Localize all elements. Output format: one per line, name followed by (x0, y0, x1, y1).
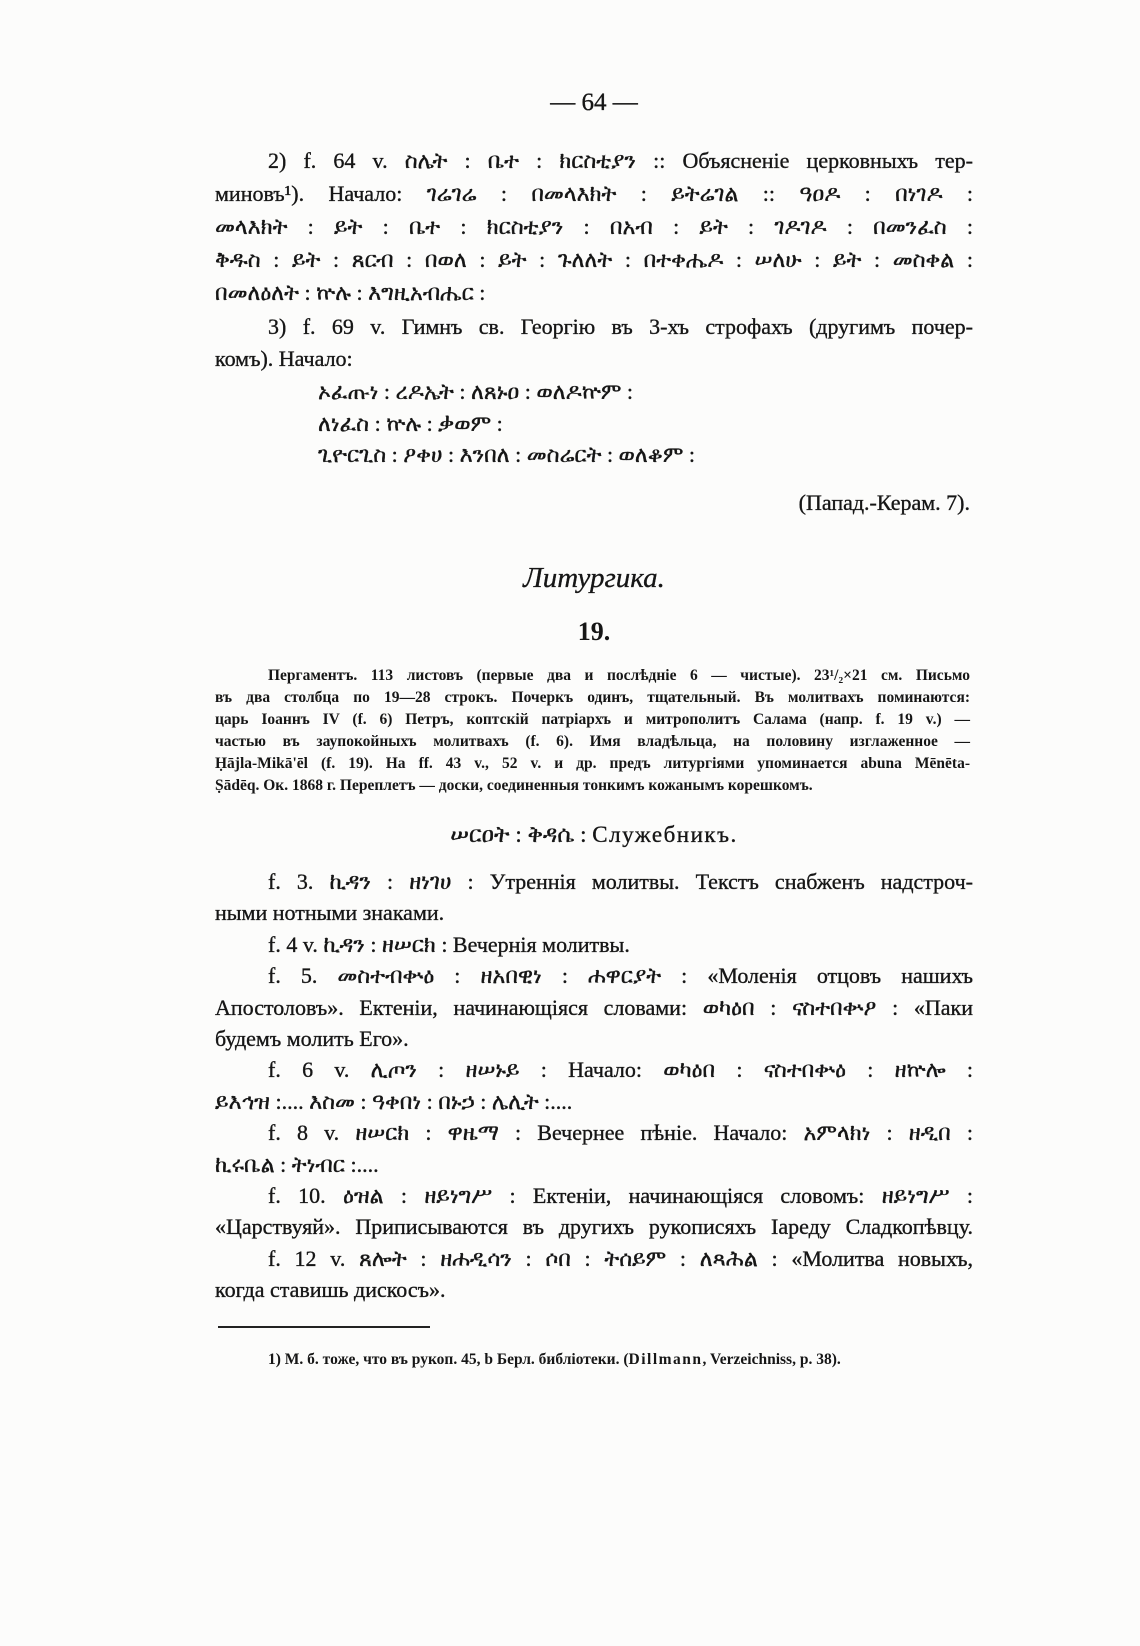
verse-line: ኦፈጡነ : ረዶኤት : ለጸኑዐ : ወለዶኵም : (318, 379, 634, 404)
text-line: миновъ¹). Начало: ገሬገሬ : በመላእክት : ይትሬገል :: ዓዐዶ : በነገዶ : (215, 181, 973, 206)
manuscript-description (215, 665, 970, 797)
text-line: በመለዕለት : ኵሉ : እግዚአብሔር : (215, 280, 486, 305)
hymn-verse (318, 376, 968, 471)
work-title-geez: ሠርዐት : ቅዳሴ : (450, 822, 587, 847)
verse-line: ጊዮርጊስ : ዖቀሀ : እንበለ : መስሬርት : ወለቆም : (318, 442, 695, 467)
description-line: въ два столбца по 19—28 строкъ. Почеркъ одинъ, тщательный. Въ молитвахъ поминаются: (215, 689, 970, 706)
work-title-russian: Служебникъ. (592, 822, 738, 847)
description-line: царь Іоаннъ IV (f. 6) Петръ, коптскій патріархъ и митрополитъ Салама (напр. f. 19 v.) — (215, 711, 970, 728)
footnote-author: Dillmann (628, 1351, 703, 1368)
work-title (215, 818, 973, 852)
contents-entry (215, 866, 973, 929)
text-line: 3) f. 69 v. Гимнъ св. Георгію въ 3-хъ строфахъ (другимъ почер- (268, 314, 973, 339)
footnote-text-end: , Verzeichniss, p. 38). (702, 1351, 841, 1368)
source-reference: (Папад.-Керам. 7). (798, 490, 970, 515)
text-line: ይእኅዝ :.... እስመ : ዓቀበነ : በኑኃ : ሌሊት :.... (215, 1088, 573, 1114)
text-line: 2) f. 64 v. ስሌት : ቤተ : ክርስቲያን :: Объясненіе церковныхъ тер- (268, 148, 973, 173)
text-line: ቅዱስ : ይት : ጸርብ : በወለ : ይት : ጉለለት : በተቀሔዶ : ሠለሁ : ይት : መስቀል : (215, 247, 973, 272)
description-line: Ṣādēq. Ок. 1868 г. Переплетъ — доски, соединенныя тонкимъ кожанымъ корешкомъ. (215, 777, 813, 794)
footnote-divider (218, 1326, 430, 1328)
contents-entry (215, 1243, 973, 1306)
text-line: комъ). Начало: (215, 346, 353, 371)
text-line: f. 4 v. ኪዳን : ዘሠርክ : Вечернія молитвы. (268, 931, 630, 957)
text-line: f. 3. ኪዳን : ዘነገሀ : Утреннія молитвы. Текстъ снабженъ надстроч- (268, 869, 973, 894)
verse-line: ለነፈስ : ኵሉ : ቃወም : (318, 410, 503, 436)
text-line: መላእክት : ይት : ቤተ : ክርስቲያን : በአብ : ይት : ገዶገዶ : በመንፈስ : (215, 214, 973, 239)
section-title: Литургика. (523, 562, 665, 594)
description-line: частью въ заупокойныхъ молитвахъ (f. 6). Имя владѣльца, на половину изглаженное — (215, 733, 970, 750)
text-line: f. 6 v. ሊጦን : ዘሠኑይ : Начало: ወካዕበ : ናስተበቍዕ : ዘኵሎ : (268, 1057, 973, 1083)
footnote (268, 1349, 968, 1371)
entry-item-3 (215, 311, 973, 375)
manuscript-number: 19. (577, 617, 611, 646)
text-line: Апостоловъ». Ектеніи, начинающіяся словами: ወካዕበ : ናስተበቍዖ : «Паки (215, 994, 973, 1020)
text-line: когда ставишь дискосъ». (215, 1277, 446, 1303)
text-line: «Царствуяй». Приписываются въ другихъ рукописяхъ Іареду Сладкопѣвцу. (215, 1214, 973, 1240)
text-line: f. 12 v. ጸሎት : ዘሐዲሳን : ሶበ : ትሰይም : ለጻሕል : «Молитва новыхъ, (268, 1245, 973, 1271)
text-line: f. 10. ዕዝል : ዘይነግሥ : Ектеніи, начинающіяся словомъ: ዘይነግሥ : (268, 1183, 973, 1209)
text-line: будемъ молить Его». (215, 1026, 409, 1052)
contents-entry (215, 1054, 973, 1117)
description-line: Пергаментъ. 113 листовъ (первые два и послѣдніе 6 — чистые). 23¹/₂×21 см. Письмо (268, 667, 970, 684)
contents-entry (215, 1117, 973, 1180)
text-line: ными нотными знаками. (215, 900, 445, 926)
contents-entry (215, 960, 973, 1054)
page-number: — 64 — (550, 89, 638, 116)
entry-item-2 (215, 144, 973, 309)
description-line: Ḥājla-Mikā'ēl (f. 19). На ff. 43 v., 52 v. и др. предъ литургіями упоминается abuna Mēnēta- (215, 755, 970, 772)
footnote-text: 1) М. б. тоже, что въ рукоп. 45, b Берл. библіотеки. ( (268, 1351, 629, 1368)
contents-entry (215, 929, 973, 960)
text-line: f. 8 v. ዘሠርክ : ዋዜማ : Вечернее пѣніе. Начало: አምላክነ : ዘዲበ : (268, 1120, 973, 1146)
contents-list (215, 866, 973, 1306)
text-line: ኪሩቤል : ትነብር :.... (215, 1151, 379, 1177)
text-line: f. 5. መስተብቍዕ : ዘአበዊነ : ሐዋርያት : «Моленія отцовъ нашихъ (268, 963, 973, 989)
contents-entry (215, 1180, 973, 1243)
